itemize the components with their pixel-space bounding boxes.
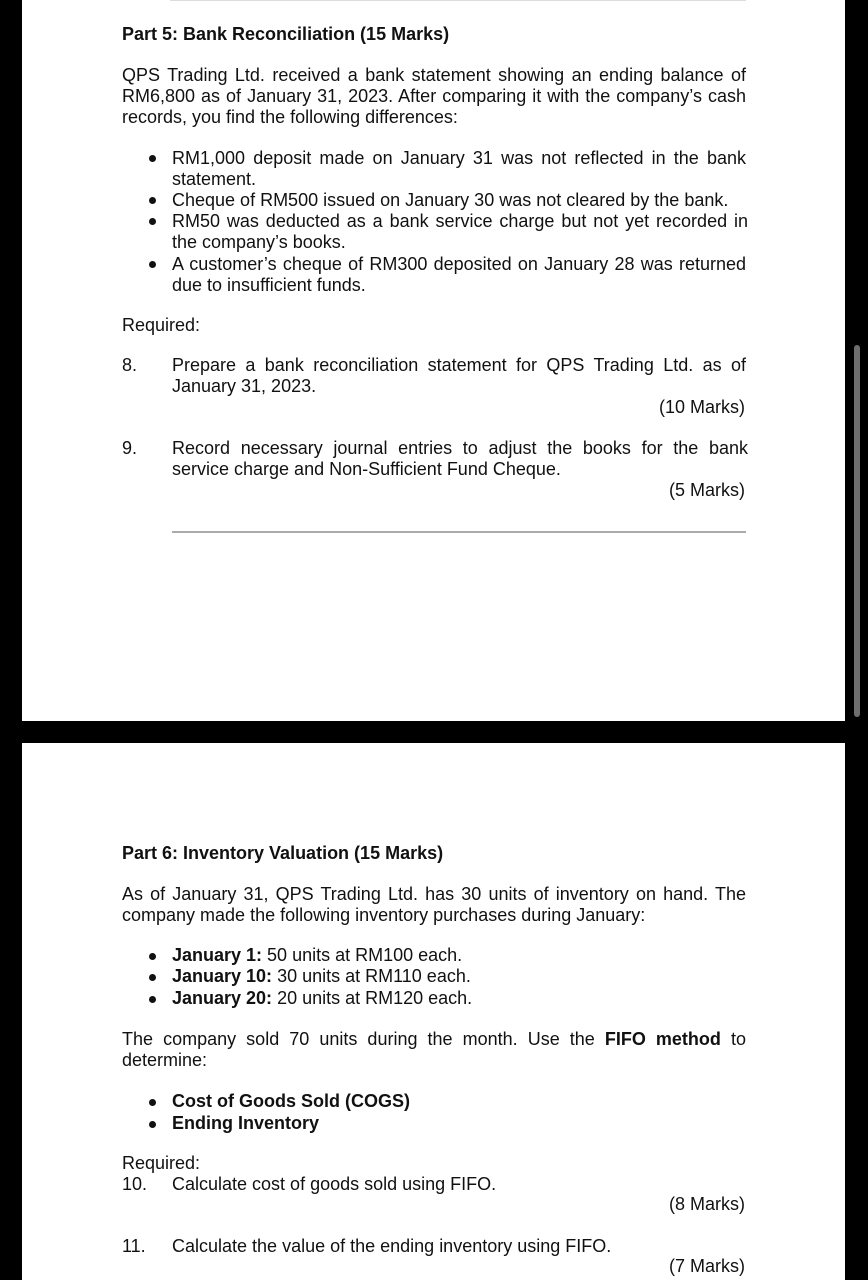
bullet-icon bbox=[149, 197, 156, 204]
bullet-icon bbox=[149, 218, 156, 225]
question-marks: (5 Marks) bbox=[669, 480, 745, 500]
bullet-icon bbox=[149, 1121, 156, 1128]
sold-paragraph-line2: determine: bbox=[122, 1050, 208, 1070]
question-number: 9. bbox=[122, 438, 138, 458]
question-marks: (10 Marks) bbox=[658, 397, 745, 417]
purchase-detail: 20 units at RM120 each. bbox=[272, 988, 473, 1008]
difference-item bbox=[172, 148, 746, 190]
bullet-icon bbox=[149, 1099, 156, 1106]
document-page-1 bbox=[22, 0, 845, 721]
purchase-detail: 30 units at RM110 each. bbox=[272, 966, 471, 986]
difference-item bbox=[172, 211, 748, 253]
part5-heading: Part 5: Bank Reconciliation (15 Marks) bbox=[122, 24, 450, 44]
bullet-icon bbox=[149, 261, 156, 268]
question-text bbox=[172, 355, 746, 397]
question-text: Calculate cost of goods sold using FIFO. bbox=[172, 1174, 497, 1194]
bullet-icon bbox=[149, 974, 156, 981]
purchase-date: January 10: bbox=[172, 966, 273, 986]
bullet-icon bbox=[149, 996, 156, 1003]
question-text: Calculate the value of the ending inventory using FIFO. bbox=[172, 1236, 612, 1256]
sold-text: to bbox=[720, 1029, 746, 1049]
question-9-text: Record necessary journal entries to adjust the books for the bank service charge and Non-Sufficient Fund Cheque. bbox=[172, 438, 748, 479]
question-number: 8. bbox=[122, 355, 138, 375]
question-marks: (7 Marks) bbox=[669, 1256, 745, 1276]
difference-text: A customer’s cheque of RM300 deposited on January 28 was returned due to insufficient funds. bbox=[172, 254, 746, 295]
sold-text: The company sold 70 units during the month. Use the bbox=[122, 1029, 605, 1049]
answer-line bbox=[172, 531, 746, 533]
part6-required-label: Required: bbox=[122, 1153, 201, 1173]
question-marks: (8 Marks) bbox=[669, 1194, 745, 1214]
difference-item bbox=[172, 254, 746, 296]
part6-intro-text: As of January 31, QPS Trading Ltd. has 30 units of inventory on hand. The company made the following inventory purchases during January: bbox=[122, 884, 746, 925]
part6-intro bbox=[122, 884, 746, 926]
difference-item bbox=[172, 190, 746, 211]
question-number: 10. bbox=[122, 1174, 148, 1194]
page-top-rule bbox=[170, 0, 746, 1]
purchase-detail: 50 units at RM100 each. bbox=[262, 945, 463, 965]
fifo-method-label: FIFO method bbox=[604, 1029, 721, 1049]
purchase-date: January 1: bbox=[172, 945, 263, 965]
question-number: 11. bbox=[122, 1236, 146, 1256]
part6-heading: Part 6: Inventory Valuation (15 Marks) bbox=[122, 843, 444, 863]
document-page-2 bbox=[22, 743, 845, 1280]
bullet-icon bbox=[149, 953, 156, 960]
question-8-text: Prepare a bank reconciliation statement for QPS Trading Ltd. as of January 31, 2023. bbox=[172, 355, 746, 396]
scrollbar[interactable] bbox=[854, 345, 860, 717]
purchase-item bbox=[172, 966, 471, 987]
purchase-item bbox=[172, 945, 462, 966]
part5-required-label: Required: bbox=[122, 315, 201, 335]
purchase-item bbox=[172, 988, 472, 1009]
difference-text: RM1,000 deposit made on January 31 was not reflected in the bank statement. bbox=[172, 148, 746, 189]
purchase-date: January 20: bbox=[172, 988, 273, 1008]
determine-item: Ending Inventory bbox=[172, 1113, 320, 1133]
determine-item: Cost of Goods Sold (COGS) bbox=[172, 1091, 410, 1111]
sold-paragraph-line1 bbox=[122, 1029, 746, 1050]
question-text bbox=[172, 438, 748, 480]
bullet-icon bbox=[149, 155, 156, 162]
part5-intro bbox=[122, 65, 746, 128]
difference-text: RM50 was deducted as a bank service charge but not yet recorded in the company’s books. bbox=[172, 211, 748, 252]
difference-text: Cheque of RM500 issued on January 30 was not cleared by the bank. bbox=[172, 190, 729, 210]
part5-intro-text: QPS Trading Ltd. received a bank statement showing an ending balance of RM6,800 as of January 31, 2023. After comparing it with the company’s cash records, you find the following differences: bbox=[122, 65, 746, 127]
